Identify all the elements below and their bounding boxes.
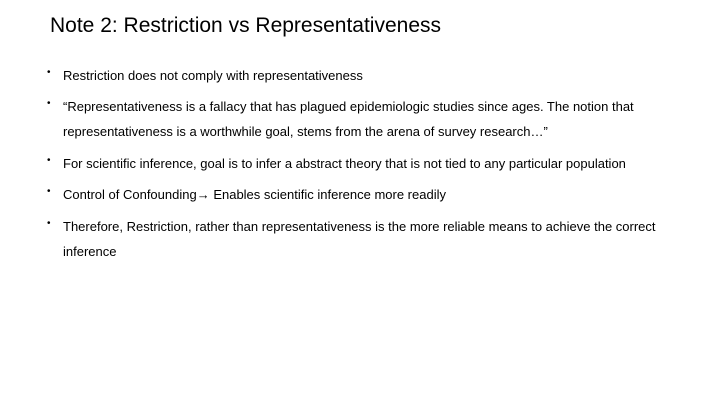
bullet-point-icon: • xyxy=(47,186,51,197)
bullet-item xyxy=(47,63,701,88)
bullet-point-icon: • xyxy=(47,217,51,229)
bullet-item xyxy=(47,94,701,144)
bullet-text: For scientific inference, goal is to infer a abstract theory that is not tied to any particular population xyxy=(63,155,626,171)
bullet-item xyxy=(47,151,701,176)
slide-title: Note 2: Restriction vs Representativeness xyxy=(50,14,442,37)
bullet-text: “Representativeness is a fallacy that has plagued epidemiologic studies since ages. The notion that representativeness is a worthwhile goal, stems from the arena of survey research…” xyxy=(63,99,634,139)
bullet-point-icon: • xyxy=(47,154,51,166)
bullet-item xyxy=(47,214,701,264)
bullet-point-icon: • xyxy=(47,66,51,78)
bullet-item xyxy=(47,182,701,207)
bullet-text: Restriction does not comply with representativeness xyxy=(63,67,363,83)
bullet-text: Control of Confounding→ Enables scientific inference more readily xyxy=(63,187,446,202)
bullet-text: Therefore, Restriction, rather than representativeness is the more reliable means to achieve the correct inference xyxy=(63,218,656,259)
bullet-point-icon: • xyxy=(47,98,51,109)
bullet-list xyxy=(47,65,701,273)
